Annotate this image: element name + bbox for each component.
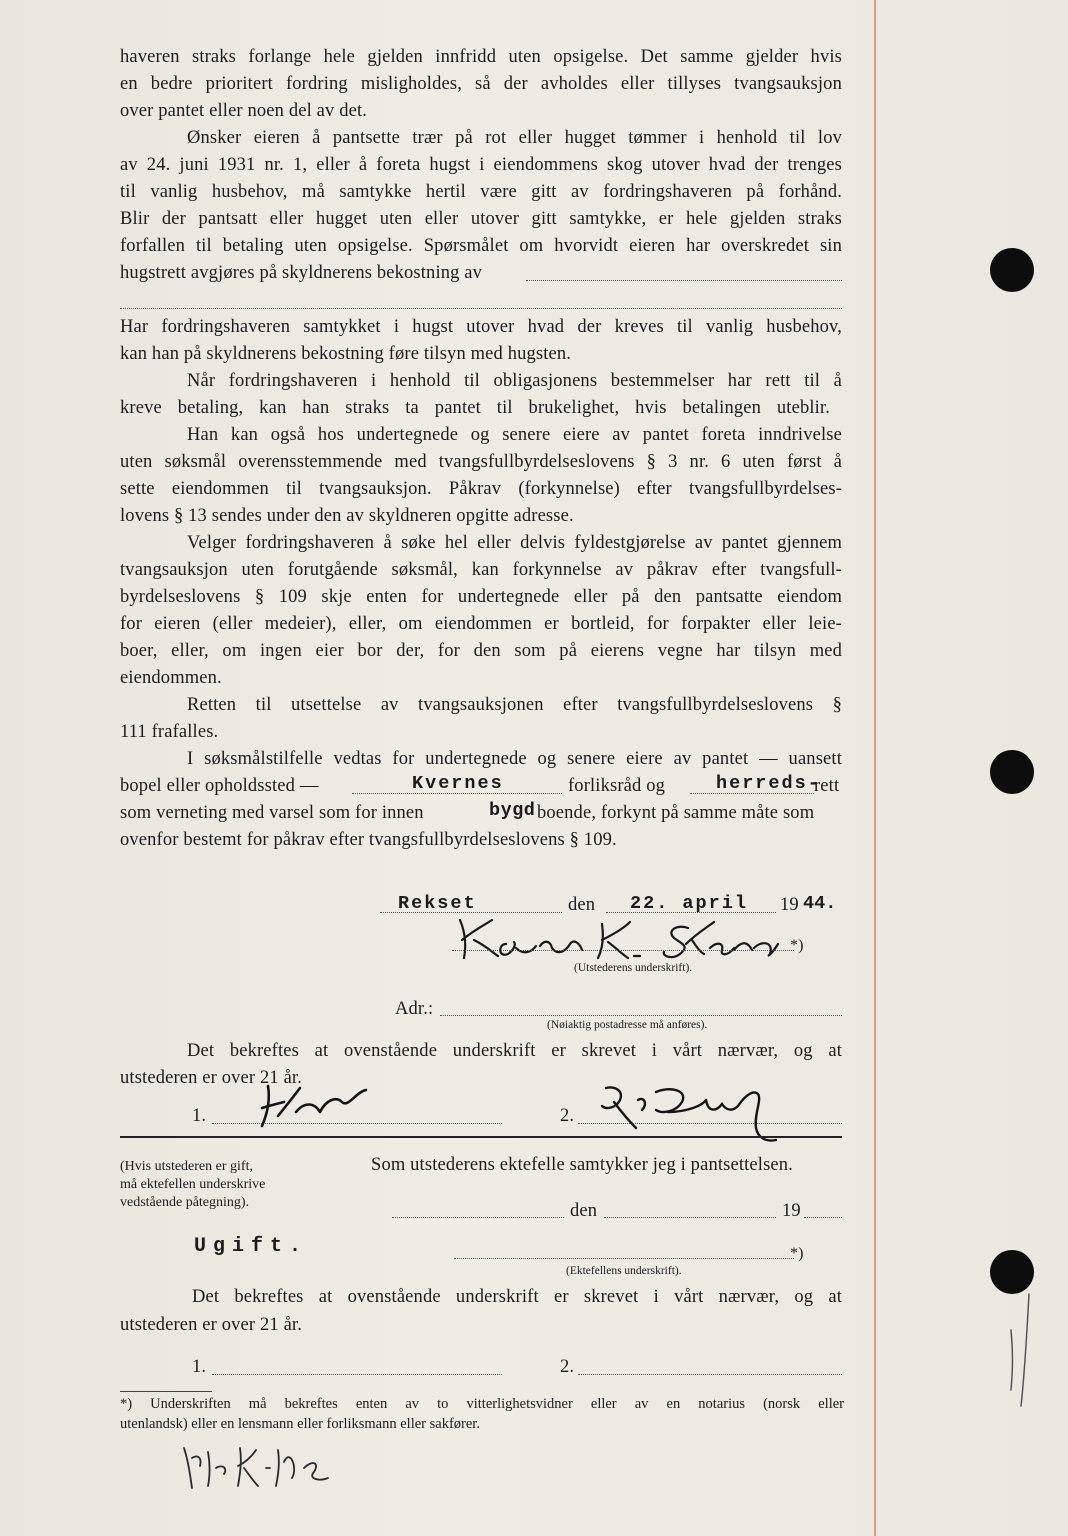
date-place: Rekset: [398, 893, 477, 914]
venue-bopel: bopel eller opholdssted —: [120, 776, 319, 796]
date-year-suffix: 44.: [803, 893, 837, 914]
venue-place: Kvernes: [412, 773, 504, 794]
spouse-status: Ugift.: [194, 1235, 309, 1258]
witness-label-1: 1.: [192, 1357, 207, 1377]
section-divider: [120, 1136, 842, 1138]
witness-text: utstederen er over 21 år.: [120, 1315, 302, 1335]
date-year-prefix: 19: [780, 895, 799, 915]
footnote-rule: [120, 1391, 212, 1392]
body-line: hugstrett avgjøres på skyldnerens bekostning av: [120, 263, 483, 283]
body-line: over pantet eller noen del av det.: [120, 101, 368, 121]
date-den-label: den: [568, 895, 596, 915]
margin-rule: [874, 0, 876, 1536]
venue-line3-b: boende, forkynt på samme måte som: [537, 803, 815, 823]
body-line: eiendommen.: [120, 668, 222, 688]
body-line: til vanlig husbehov, må samtykke hertil være gitt av fordringshaveren på forhånd.: [120, 182, 842, 202]
body-line: boer, eller, om ingen eier bor der, for den som på eierens vegne har tilsyn med: [120, 641, 842, 661]
witness-text: Det bekreftes at ovenstående underskrift er skrevet i vårt nærvær, og at: [192, 1287, 842, 1307]
spouse-star: *): [790, 1245, 804, 1262]
body-line: for eieren (eller medeier), eller, om eiendommen er bortleid, for forpakter eller leie-: [120, 614, 842, 634]
punch-hole: [990, 1250, 1034, 1294]
fill-in-line: [804, 1217, 842, 1218]
signature-line: [212, 1374, 502, 1375]
witness-1-signature: [244, 1082, 384, 1132]
date-value: 22. april: [630, 893, 748, 914]
spouse-year-prefix: 19: [782, 1201, 801, 1221]
fill-in-line: [392, 1217, 564, 1218]
spouse-caption: (Ektefellens underskrift).: [566, 1265, 682, 1277]
body-line: tvangsauksjon uten forutgående søksmål, kan forkynnelse av påkrav efter tvangsfull-: [120, 560, 842, 580]
fill-in-line: [526, 280, 842, 281]
body-line: byrdelseslovens § 109 skje enten for undertegnede eller på den pantsatte eiendom: [120, 587, 842, 607]
body-line: Blir der pantsatt eller hugget uten eller utover gitt samtykke, er hele gjelden straks: [120, 209, 842, 229]
footnote-line-1: *) Underskriften må bekreftes enten av to vitterlighetsvidner eller av en notarius (norsk eller: [120, 1396, 844, 1412]
venue-bygd: bygd: [489, 800, 536, 821]
address-caption: (Nøiaktig postadresse må anføres).: [547, 1019, 708, 1031]
signature-line: [578, 1374, 842, 1375]
witness-label-2: 2.: [560, 1106, 575, 1126]
body-line: Velger fordringshaveren å søke hel eller delvis fyldestgjørelse av pantet gjennem: [187, 533, 842, 553]
body-line: 111 frafalles.: [120, 722, 219, 742]
body-line: Når fordringshaveren i henhold til obligasjonens bestemmelser har rett til å: [187, 371, 842, 391]
spouse-note-3: vedstående påtegning).: [120, 1195, 250, 1210]
body-line: kreve betaling, kan han straks ta pantet til brukelighet, hvis betalingen uteblir.: [120, 398, 830, 418]
spouse-note-2: må ektefellen underskrive: [120, 1177, 266, 1192]
venue-rett: rett: [814, 776, 840, 796]
body-line: forfallen til betaling uten opsigelse. Spørsmålet om hvorvidt eieren har overskredet sin: [120, 236, 842, 256]
footnote-line-2: utenlandsk) eller en lensmann eller forliksmann eller sakfører.: [120, 1416, 480, 1432]
fill-in-line: [452, 950, 794, 951]
body-line: en bedre prioritert fordring misligholdes, så der avholdes eller tillyses tvangsauksjon: [120, 74, 842, 94]
handwritten-annotation: [180, 1438, 340, 1498]
spouse-den-label: den: [570, 1201, 598, 1221]
address-field[interactable]: [440, 1015, 842, 1016]
venue-line4: ovenfor bestemt for påkrav efter tvangsfullbyrdelseslovens § 109.: [120, 830, 617, 850]
fill-in-line: [120, 308, 842, 309]
issuer-caption: (Utstederens underskrift).: [574, 962, 693, 974]
witness-text: Det bekreftes at ovenstående underskrift er skrevet i vårt nærvær, og at: [187, 1041, 842, 1061]
body-line: uten søksmål overensstemmende med tvangsfullbyrdelseslovens § 3 nr. 6 uten først å: [120, 452, 842, 472]
issuer-signature: [452, 914, 812, 964]
witness-label-1: 1.: [192, 1106, 207, 1126]
fill-in-line: [604, 1217, 776, 1218]
witness-text: utstederen er over 21 år.: [120, 1068, 302, 1088]
spouse-consent: Som utstederens ektefelle samtykker jeg i pantsettelsen.: [371, 1155, 793, 1175]
body-line: sette eiendommen til tvangsauksjon. Påkrav (forkynnelse) efter tvangsfullbyrdelses-: [120, 479, 842, 499]
venue-forliksrad: forliksråd og: [568, 776, 665, 796]
body-line: kan han på skyldnerens bekostning føre tilsyn med hugsten.: [120, 344, 572, 364]
punch-hole: [990, 248, 1034, 292]
address-label: Adr.:: [395, 999, 434, 1019]
body-line: Har fordringshaveren samtykket i hugst utover hvad der kreves til vanlig husbehov,: [120, 317, 842, 337]
margin-pencil-mark: [1005, 1290, 1045, 1410]
spouse-signature-line: [454, 1258, 794, 1259]
body-line: Ønsker eieren å pantsette trær på rot eller hugget tømmer i henhold til lov: [187, 128, 842, 148]
body-line: av 24. juni 1931 nr. 1, eller å foreta hugst i eiendommens skog utover hvad der trenges: [120, 155, 842, 175]
body-line: haveren straks forlange hele gjelden innfridd uten opsigelse. Det samme gjelder hvis: [120, 47, 842, 67]
body-line: Han kan også hos undertegnede og senere eiere av pantet foreta inndrivelse: [187, 425, 842, 445]
body-line: Retten til utsettelse av tvangsauksjonen efter tvangsfullbyrdelseslovens §: [187, 695, 842, 715]
spouse-note-1: (Hvis utstederen er gift,: [120, 1159, 253, 1174]
body-line: I søksmålstilfelle vedtas for undertegnede og senere eiere av pantet — uansett: [187, 749, 842, 769]
body-line: lovens § 13 sendes under den av skyldneren opgitte adresse.: [120, 506, 574, 526]
venue-court: herreds-: [716, 773, 821, 794]
issuer-star: *): [790, 937, 804, 954]
punch-hole: [990, 750, 1034, 794]
witness-label-2: 2.: [560, 1357, 575, 1377]
venue-line3-a: som verneting med varsel som for innen: [120, 803, 424, 823]
